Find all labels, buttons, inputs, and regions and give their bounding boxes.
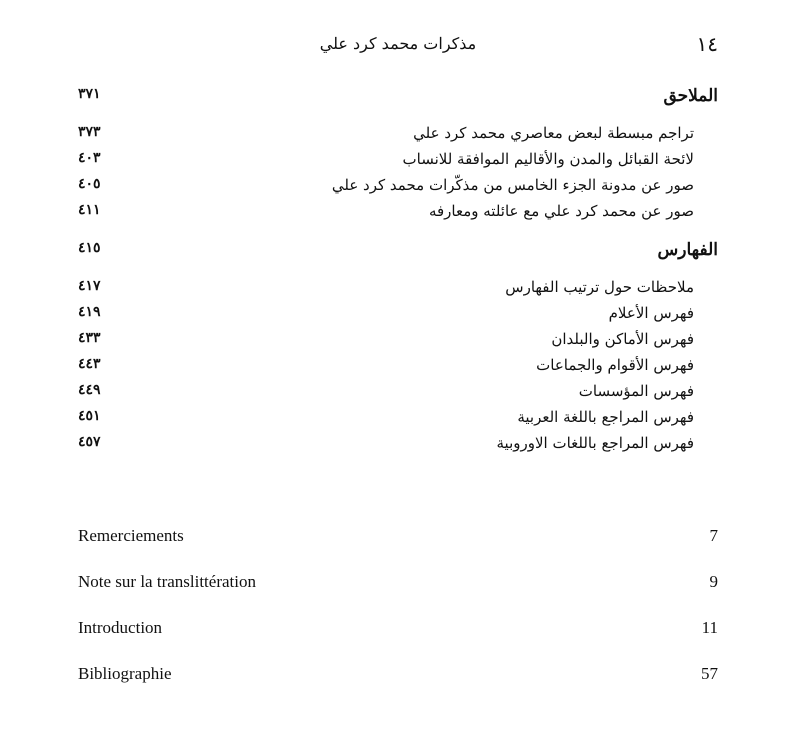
toc-entry-page: ٣٧٣ [78,124,101,140]
toc-entry-title: تراجم مبسطة لبعض معاصري محمد كرد علي [413,124,694,142]
toc-entry-title: الفهارس [657,240,718,260]
toc-entry-page: ٤٥٧ [78,434,101,450]
toc-entry-title: صور عن مدونة الجزء الخامس من مذكّرات محمد كرد علي [331,176,694,194]
french-table-of-contents [78,526,718,710]
toc-entry-page: ٤٠٣ [78,150,101,166]
toc-entry-page: ٤٤٣ [78,356,101,372]
toc-entry [78,526,718,572]
toc-entry-title: ملاحظات حول ترتيب الفهارس [505,278,694,296]
toc-section-indexes [78,240,718,266]
toc-entry-page: 57 [701,664,718,683]
toc-entry-page: ٤١١ [78,202,101,218]
toc-entry [78,408,718,434]
toc-entry-page: ٤١٧ [78,278,101,294]
toc-entry-title: Bibliographie [78,664,172,683]
toc-entry-title: لائحة القبائل والمدن والأقاليم الموافقة للانساب [402,150,694,168]
toc-entry-page: ٤٠٥ [78,176,101,192]
toc-entry-title: Introduction [78,618,163,637]
toc-entry-page: ٤٣٣ [78,330,101,346]
toc-entry-page: ٣٧١ [78,86,101,102]
toc-entry-title: صور عن محمد كرد علي مع عائلته ومعارفه [428,202,694,220]
toc-entry [78,278,718,304]
arabic-table-of-contents [78,86,718,460]
toc-entry [78,572,718,618]
toc-entry-title: Note sur la translittération [78,572,256,591]
toc-entry [78,150,718,176]
toc-entry [78,124,718,150]
toc-entry-title: فهرس الأقوام والجماعات [536,356,694,374]
toc-entry [78,304,718,330]
toc-entry-page: 7 [709,526,718,545]
toc-section-appendices [78,86,718,112]
toc-entry [78,202,718,228]
toc-entry [78,382,718,408]
toc-entry [78,356,718,382]
toc-entry [78,664,718,710]
toc-entry-page: ٤٤٩ [78,382,101,398]
toc-entry-title: فهرس المراجع باللغات الاوروبية [496,434,694,452]
toc-entry [78,176,718,202]
toc-entry-page: 9 [709,572,718,591]
toc-entry-title: فهرس المؤسسات [578,382,694,400]
toc-entry-page: ٤١٥ [78,240,101,256]
toc-entry-title: فهرس الأماكن والبلدان [551,330,694,348]
toc-entry-title: الملاحق [663,86,718,106]
toc-entry-title: فهرس الأعلام [608,304,694,322]
toc-entry-page: ٤١٩ [78,304,101,320]
toc-entry-title: فهرس المراجع باللغة العربية [517,408,694,426]
toc-entry-title: Remerciements [78,526,184,545]
toc-entry [78,434,718,460]
toc-entry-page: 11 [701,618,718,637]
running-title: مذكرات محمد كرد علي [319,34,477,53]
page-number: ١٤ [696,32,718,56]
toc-entry [78,330,718,356]
page-header [78,32,718,58]
toc-entry [78,618,718,664]
toc-entry-page: ٤٥١ [78,408,101,424]
